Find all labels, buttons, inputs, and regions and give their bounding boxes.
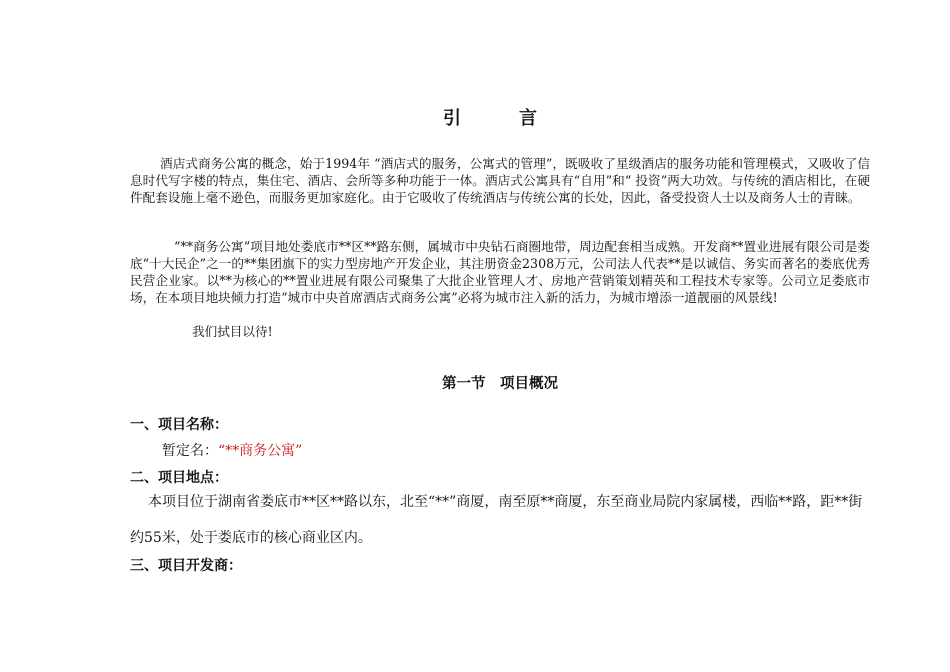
item1-heading: 一、项目名称： — [130, 417, 228, 433]
intro-paragraph-2 — [130, 238, 870, 306]
item2-heading: 二、项目地点： — [130, 470, 228, 486]
intro-paragraph-3 — [192, 323, 492, 340]
item2-text: 本项目位于湖南省娄底市**区**路以东，北至“**”商厦，南至原**商厦，东至商业局院内家属楼，西临**路，距**街约55米，处于娄底市的核心商业区内。 — [130, 494, 863, 546]
item1-row — [162, 440, 302, 460]
page-title: 引 言 — [443, 108, 557, 129]
item1-value: “**商务公寓” — [218, 443, 303, 459]
intro-text-1: 酒店式商务公寓的概念，始于1994年 “酒店式的服务，公寓式的管理”，既吸收了星级酒店的服务功能和管理模式，又吸收了信息时代写字楼的特点，集住宅、酒店、会所等多种功能于一体。酒店式公寓具有“自用”和“ 投资”两大功效。与传统的酒店相比，在硬件配套设施上毫不逊色，而服务更加家庭化。由于它吸收了传统酒店与传统公寓的长处，因此，备受投资人士以及商务人士的青睐。 — [130, 156, 870, 205]
item2-body — [130, 484, 870, 556]
section-title: 第一节 项目概况 — [442, 376, 558, 392]
item1-label: 暂定名： — [162, 443, 218, 459]
item3-heading: 三、项目开发商： — [130, 558, 242, 574]
intro-text-3: 我们拭目以待! — [192, 324, 273, 339]
intro-text-2: “**商务公寓”项目地处娄底市**区**路东侧，属城市中央钻石商圈地带，周边配套相当成熟。开发商**置业进展有限公司是娄底“十大民企”之一的**集团旗下的实力型房地产开发企业，其注册资金2308万元，公司法人代表**是以诚信、务实而著名的娄底优秀民营企业家。以**为核心的**置业进展有限公司聚集了大批企业管理人才、房地产营销策划精英和工程技术专家等。公司立足娄底市场，在本项目地块倾力打造“城市中央首席酒店式商务公寓”必将为城市注入新的活力，为城市增添一道靓丽的风景线! — [130, 239, 870, 305]
intro-paragraph-1 — [130, 155, 870, 206]
